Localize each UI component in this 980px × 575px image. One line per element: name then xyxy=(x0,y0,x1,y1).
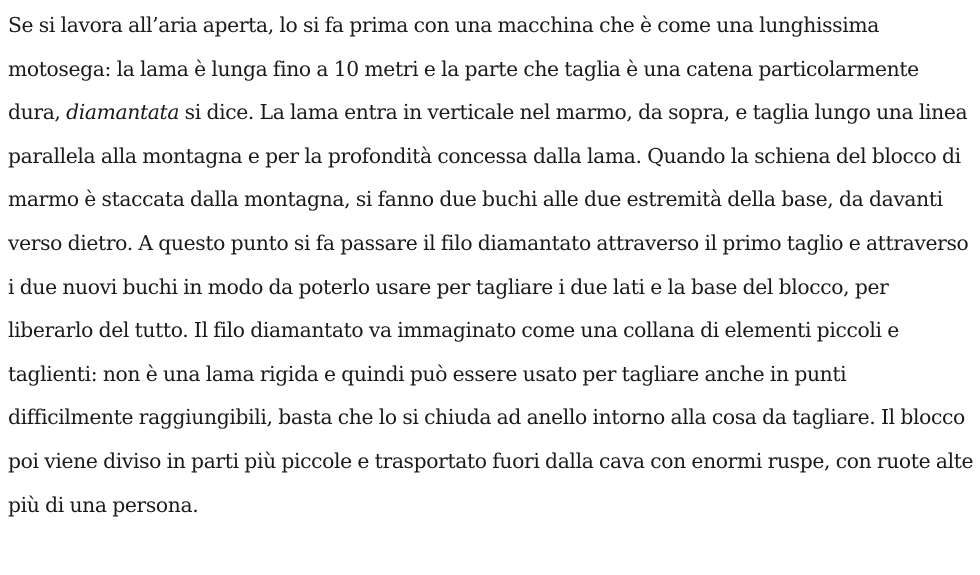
paragraph-text: si dice. La lama entra in verticale nel marmo, da sopra, e taglia lungo una linea parallela alla montagna e per la profondità concessa dalla lama. Quando la schiena del blocco di marmo è staccata dalla montagna, si fanno due buchi alle due estremità della base, da davanti verso dietro. A questo punto si fa passare il filo diamantato attraverso il primo taglio e attraverso i due nuovi buchi in modo da poterlo usare per tagliare i due lati e la base del blocco, per liberarlo del tutto. Il filo diamantato va immaginato come una collana di elementi piccoli e taglienti: non è una lama rigida e quindi può essere usato per tagliare anche in punti difficilmente raggiungibili, basta che lo si chiuda ad anello intorno alla cosa da tagliare. Il blocco poi viene diviso in parti più piccole e trasportato fuori dalla cava con enormi ruspe, con ruote alte più di una persona. xyxy=(8,100,974,517)
paragraph-text: Se si lavora all’aria aperta, lo si fa prima con una macchina che è come una lunghissima motosega: la lama è lunga fino a 10 metri e la parte che taglia è una catena particolarmente dura, xyxy=(8,13,919,125)
italic-term: diamantata xyxy=(66,100,180,125)
article-paragraph xyxy=(8,4,976,527)
